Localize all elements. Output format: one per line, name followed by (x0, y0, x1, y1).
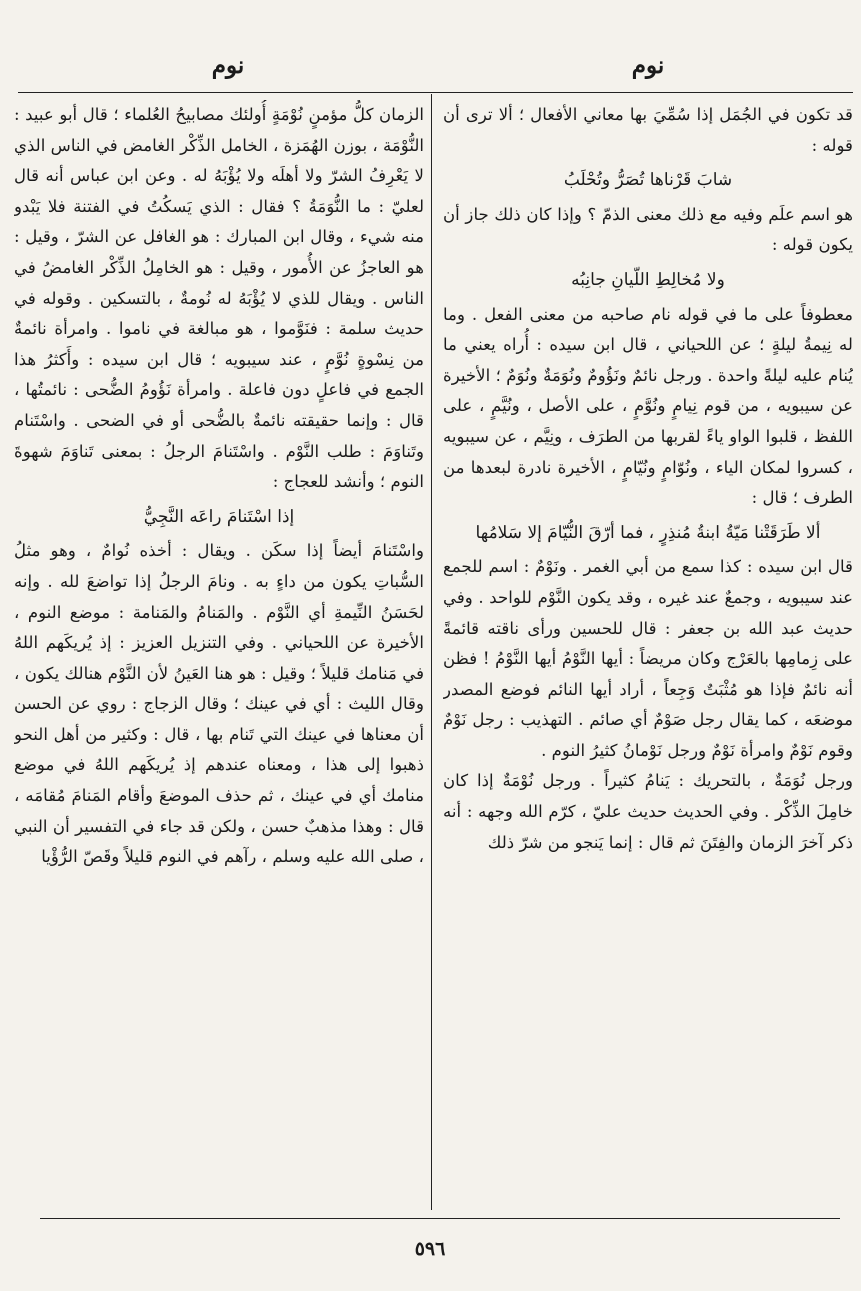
paragraph: الزمان كلُّ مؤمنٍ نُوْمَةٍ أُولئك مصابيحُ العُلماء ؛ قال أبو عبيد : النُّوْمَة ، بوزن الهُمَزة ، الخامل الذِّكْر الغامض في الناس الذي لا يَعْرِفُ الشرّ ولا أهلَه ولا يُؤْبَهُ له . وعن ابن عباس أنه قال لعليّ : ما النُّوَمَةُ ؟ فقال : الذي يَسكُتُ في الفتنة فلا يَبْدو منه شيء ، وقال ابن المبارك : هو الغافل عن الشرّ ، وقيل : هو العاجزُ عن الأُمور ، وقيل : هو الخامِلُ الذِّكْر الغامضُ في الناس . ويقال للذي لا يُؤْبَهُ له نُومةٌ ، بالتسكين . وقوله في حديث سلمة : فنَوَّموا ، هو مبالغة في ناموا . وامرأة نائمةٌ من نِسْوةٍ نُوَّمٍ ، عند سيبويه ؛ قال ابن سيده : وأَكثرُ هذا الجمع في فاعلٍ دون فاعلة . وامرأة نَؤُومُ الضُّحى : نائمتُها ، قال : وإنما حقيقته نائمةٌ بالضُّحى أو في الضحى . واسْتَنام وتَناوَمَ : طلب النَّوْم . واسْتَنامَ الرجلُ : بمعنى تَناوَمَ شهوةَ النوم ؛ وأنشد للعجاج : (14, 105, 424, 492)
left-column (14, 100, 424, 1208)
paragraph: واسْتَنامَ أيضاً إذا سكَن . ويقال : أخذه نُوامٌ ، وهو مثلُ السُّباتِ يكون من داءٍ به . ونامَ الرجلُ إذا تواضعَ لله . وإنه لحَسَنُ النِّيمةِ أي النَّوْم . والمَنامُ والمَنامة : موضع النوم ، الأخيرة عن اللحياني . وفي التنزيل العزيز : إذ يُريكَهم اللهُ في مَنامك قليلاً ؛ وقيل : هو هنا العَينُ لأن النَّوْم هنالك يكون ، وقال الليث : أي في عينك ؛ وقال الزجاج : روي عن الحسن أن معناها في عينك التي تَنام بها ، قال : وكثير من أهل النحو ذهبوا إلى هذا ، ومعناه عندهم إذ يُريكَهم اللهُ في موضع منامك أي في عينك ، ثم حذف الموضعَ وأقام المَنامَ مُقامَه ، قال : وهذا مذهبٌ حسن ، ولكن قد جاء في التفسير أن النبي ، صلى الله عليه وسلم ، رآهم في النوم قليلاً وقَصّ الرُّؤْيا (14, 541, 424, 867)
footer-rule (40, 1218, 840, 1219)
verse-line: ألا طَرَقَتْنا مَيّةُ ابنةُ مُنذِرٍ ، فما أرّقَ النُّيّامَ إلا سَلامُها (475, 522, 821, 543)
verse-line: ولا مُخالِطِ اللّيانِ جانِبُه (571, 269, 725, 290)
paragraph: ورجل نُوَمَةٌ ، بالتحريك : يَنامُ كثيراً . ورجل نُوْمَةٌ إذا كان خامِلَ الذِّكْر . وفي الحديث حديث عليّ ، كرّم الله وجهه : أنه ذكر آخرَ الزمان والفِتَنَ ثم قال : إنما يَنجو من شرّ ذلك (443, 771, 853, 852)
right-column (443, 100, 853, 1208)
column-divider (431, 94, 432, 1210)
verse-line: إذا اسْتَنامَ راعَه النَّجِيُّ (143, 506, 295, 527)
header-rule (18, 92, 853, 93)
paragraph: قال ابن سيده : كذا سمع من أبي الغمر . ونَوْمٌ : اسم للجمع عند سيبويه ، وجمعٌ عند غيره ، وقد يكون النَّوْم للواحد . وفي حديث عبد الله بن جعفر : قال للحسين ورأى ناقته قائمةً على زِمامِها بالعَرْج وكان مريضاً : أيها النَّوْمُ أيها النَّوْمُ ! فظن أنه نائمٌ فإذا هو مُثْبَتٌ وَجِعاً ، أراد أيها النائم فوضع المصدر موضعَه ، كما يقال رجل صَوْمٌ أي صائم . التهذيب : رجل نَوْمٌ وقوم نَوْمٌ وامرأة نَوْمٌ ورجل نَوْمانُ كثيرُ النوم . (443, 557, 853, 760)
headword-left: نوم (211, 52, 245, 79)
paragraph: هو اسم علَم وفيه مع ذلك معنى الذمّ ؟ وإذا كان ذلك جاز أن يكون قوله : (443, 204, 853, 255)
headword-right: نوم (631, 52, 665, 79)
page-number: ٥٩٦ (414, 1238, 446, 1260)
paragraph: قد تكون في الجُمَل إذا سُمِّيَ بها معاني الأفعال ؛ ألا ترى أن قوله : (443, 105, 853, 155)
verse-line: شابَ قَرْناها تُصَرُّ وتُحْلَبُ (563, 170, 733, 191)
paragraph: معطوفاً على ما في قوله نام صاحبه من معنى الفعل . وما له نِيمةُ ليلةٍ ؛ عن اللحياني ، قال ابن سيده : أُراه يعني ما يُنام عليه ليلةً واحدة . ورجل نائمٌ ونَؤُومٌ ونُوَمَةٌ ونُوَمٌ ؛ الأخيرة عن سيبويه ، من قوم نِيامٍ ونُوَّمٍ ، على الأصل ، ونُيَّمٍ ، على اللفظ ، قلبوا الواو ياءً لقربها من الطرَف ، ونِيَّم ، عن سيبويه ، كسروا لمكان الياء ، ونُوّامٍ ونُيّامٍ ، الأخيرة نادرة لبعدها من الطرف ؛ قال : (443, 304, 853, 508)
